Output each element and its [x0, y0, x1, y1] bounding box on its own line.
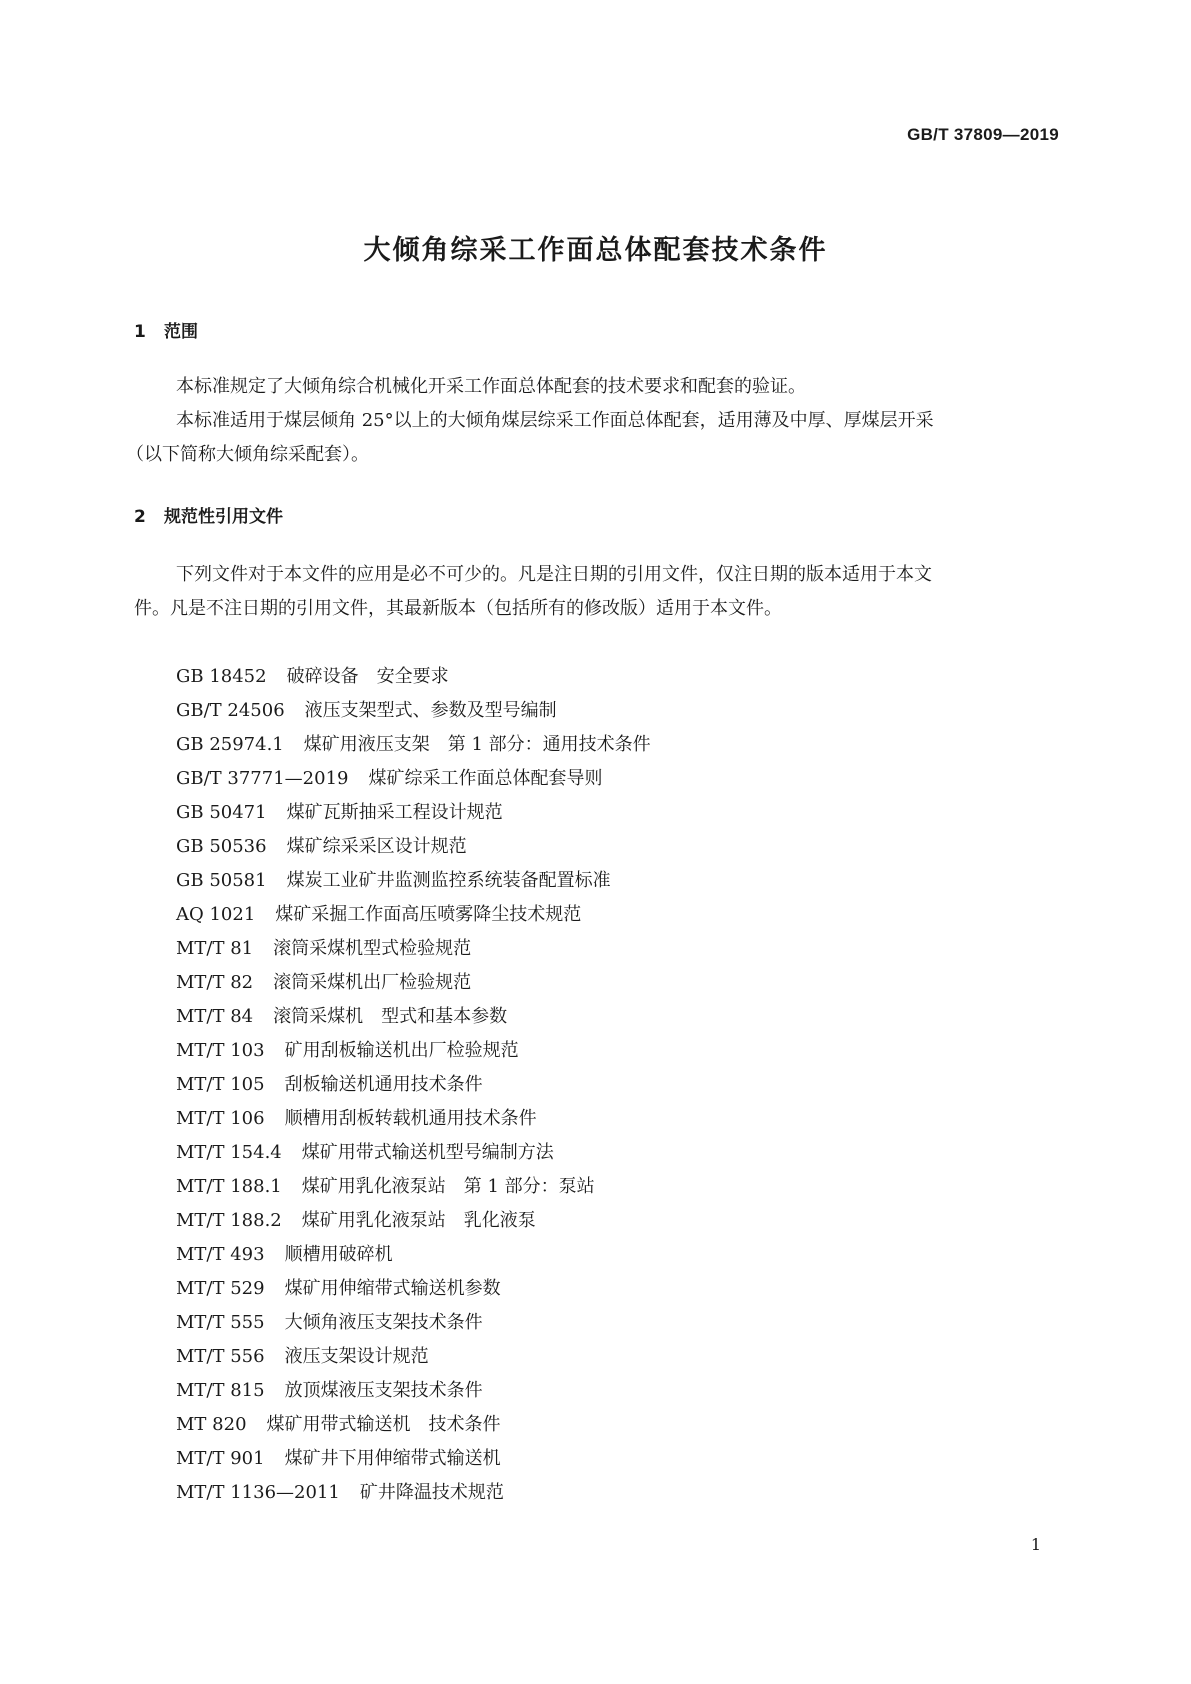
reference-title: 煤矿用带式输送机型号编制方法: [301, 1142, 554, 1163]
text-line: 本标准适用于煤层倾角 25°以上的大倾角煤层综采工作面总体配套，适用薄及中厚、厚煤层开采: [176, 410, 934, 431]
reference-code: GB 50471: [176, 802, 267, 823]
reference-item: [176, 1068, 651, 1102]
reference-code: MT/T 493: [176, 1244, 265, 1265]
reference-title: 煤矿用乳化液泵站 乳化液泵: [301, 1210, 536, 1231]
text-line: （以下简称大倾角综采配套）。: [126, 444, 369, 465]
section-number: 1: [134, 322, 146, 342]
reference-code: MT/T 81: [176, 938, 254, 959]
reference-code: MT 820: [176, 1414, 247, 1435]
reference-title: 煤炭工业矿井监测监控系统装备配置标准: [286, 870, 611, 891]
reference-title: 破碎设备 安全要求: [286, 666, 449, 687]
reference-code: GB 50536: [176, 836, 267, 857]
page-number: 1: [1030, 1535, 1041, 1554]
section-1-heading: [134, 317, 198, 342]
scope-paragraph-2: [126, 404, 1064, 472]
reference-item: [176, 1374, 651, 1408]
reference-title: 放顶煤液压支架技术条件: [284, 1380, 483, 1401]
reference-code: MT/T 82: [176, 972, 254, 993]
section-title: 范围: [164, 322, 198, 342]
reference-title: 煤矿瓦斯抽采工程设计规范: [286, 802, 503, 823]
reference-title: 煤矿井下用伸缩带式输送机: [284, 1448, 501, 1469]
reference-title: 滚筒采煤机型式检验规范: [273, 938, 472, 959]
text-line: 本标准规定了大倾角综合机械化开采工作面总体配套的技术要求和配套的验证。: [176, 376, 806, 397]
reference-title: 顺槽用刮板转载机通用技术条件: [284, 1108, 537, 1129]
reference-code: MT/T 529: [176, 1278, 265, 1299]
reference-item: [176, 1136, 651, 1170]
reference-item: [176, 1034, 651, 1068]
reference-item: [176, 1000, 651, 1034]
normative-references-list: [176, 660, 651, 1510]
reference-item: [176, 966, 651, 1000]
reference-title: 矿井降温技术规范: [359, 1482, 504, 1503]
reference-code: MT/T 105: [176, 1074, 265, 1095]
reference-item: [176, 932, 651, 966]
reference-title: 液压支架设计规范: [284, 1346, 429, 1367]
reference-code: GB/T 37771—2019: [176, 768, 349, 789]
reference-code: GB/T 24506: [176, 700, 285, 721]
reference-code: MT/T 103: [176, 1040, 265, 1061]
reference-title: 煤矿用带式输送机 技术条件: [266, 1414, 501, 1435]
reference-code: MT/T 84: [176, 1006, 254, 1027]
reference-code: MT/T 555: [176, 1312, 265, 1333]
section-number: 2: [134, 507, 146, 527]
reference-title: 刮板输送机通用技术条件: [284, 1074, 483, 1095]
reference-item: [176, 796, 651, 830]
reference-item: [176, 1170, 651, 1204]
reference-code: AQ 1021: [176, 904, 256, 925]
scope-paragraph-1: [134, 370, 1064, 404]
reference-item: [176, 1272, 651, 1306]
reference-title: 煤矿用伸缩带式输送机参数: [284, 1278, 501, 1299]
reference-item: [176, 762, 651, 796]
reference-code: MT/T 556: [176, 1346, 265, 1367]
reference-title: 煤矿用乳化液泵站 第 1 部分：泵站: [301, 1176, 595, 1197]
reference-code: GB 18452: [176, 666, 267, 687]
section-2-heading: [134, 502, 283, 527]
reference-item: [176, 660, 651, 694]
reference-item: [176, 1476, 651, 1510]
reference-item: [176, 1306, 651, 1340]
reference-title: 矿用刮板输送机出厂检验规范: [284, 1040, 519, 1061]
reference-title: 煤矿综采工作面总体配套导则: [368, 768, 603, 789]
reference-title: 液压支架型式、参数及型号编制: [304, 700, 557, 721]
reference-code: MT/T 154.4: [176, 1142, 282, 1163]
reference-item: [176, 1204, 651, 1238]
reference-title: 煤矿采掘工作面高压喷雾降尘技术规范: [275, 904, 582, 925]
reference-title: 顺槽用破碎机: [284, 1244, 393, 1265]
reference-code: MT/T 1136—2011: [176, 1482, 340, 1503]
reference-item: [176, 1442, 651, 1476]
references-intro-paragraph: [134, 558, 1064, 626]
reference-item: [176, 1340, 651, 1374]
reference-code: MT/T 815: [176, 1380, 265, 1401]
reference-title: 煤矿综采采区设计规范: [286, 836, 467, 857]
reference-title: 滚筒采煤机 型式和基本参数: [273, 1006, 508, 1027]
reference-code: GB 50581: [176, 870, 267, 891]
reference-code: MT/T 106: [176, 1108, 265, 1129]
reference-title: 大倾角液压支架技术条件: [284, 1312, 483, 1333]
reference-item: [176, 1102, 651, 1136]
document-title: 大倾角综采工作面总体配套技术条件: [363, 235, 828, 266]
reference-item: [176, 864, 651, 898]
standard-code: GB/T 37809—2019: [907, 125, 1059, 144]
text-line: 下列文件对于本文件的应用是必不可少的。凡是注日期的引用文件，仅注日期的版本适用于本文: [176, 564, 932, 585]
reference-item: [176, 1238, 651, 1272]
reference-item: [176, 694, 651, 728]
reference-item: [176, 830, 651, 864]
reference-item: [176, 1408, 651, 1442]
reference-code: GB 25974.1: [176, 734, 284, 755]
reference-code: MT/T 188.2: [176, 1210, 282, 1231]
section-title: 规范性引用文件: [164, 507, 283, 527]
reference-code: MT/T 901: [176, 1448, 265, 1469]
reference-code: MT/T 188.1: [176, 1176, 282, 1197]
reference-item: [176, 728, 651, 762]
reference-title: 煤矿用液压支架 第 1 部分：通用技术条件: [303, 734, 651, 755]
reference-title: 滚筒采煤机出厂检验规范: [273, 972, 472, 993]
reference-item: [176, 898, 651, 932]
text-line: 件。凡是不注日期的引用文件，其最新版本（包括所有的修改版）适用于本文件。: [134, 598, 782, 619]
